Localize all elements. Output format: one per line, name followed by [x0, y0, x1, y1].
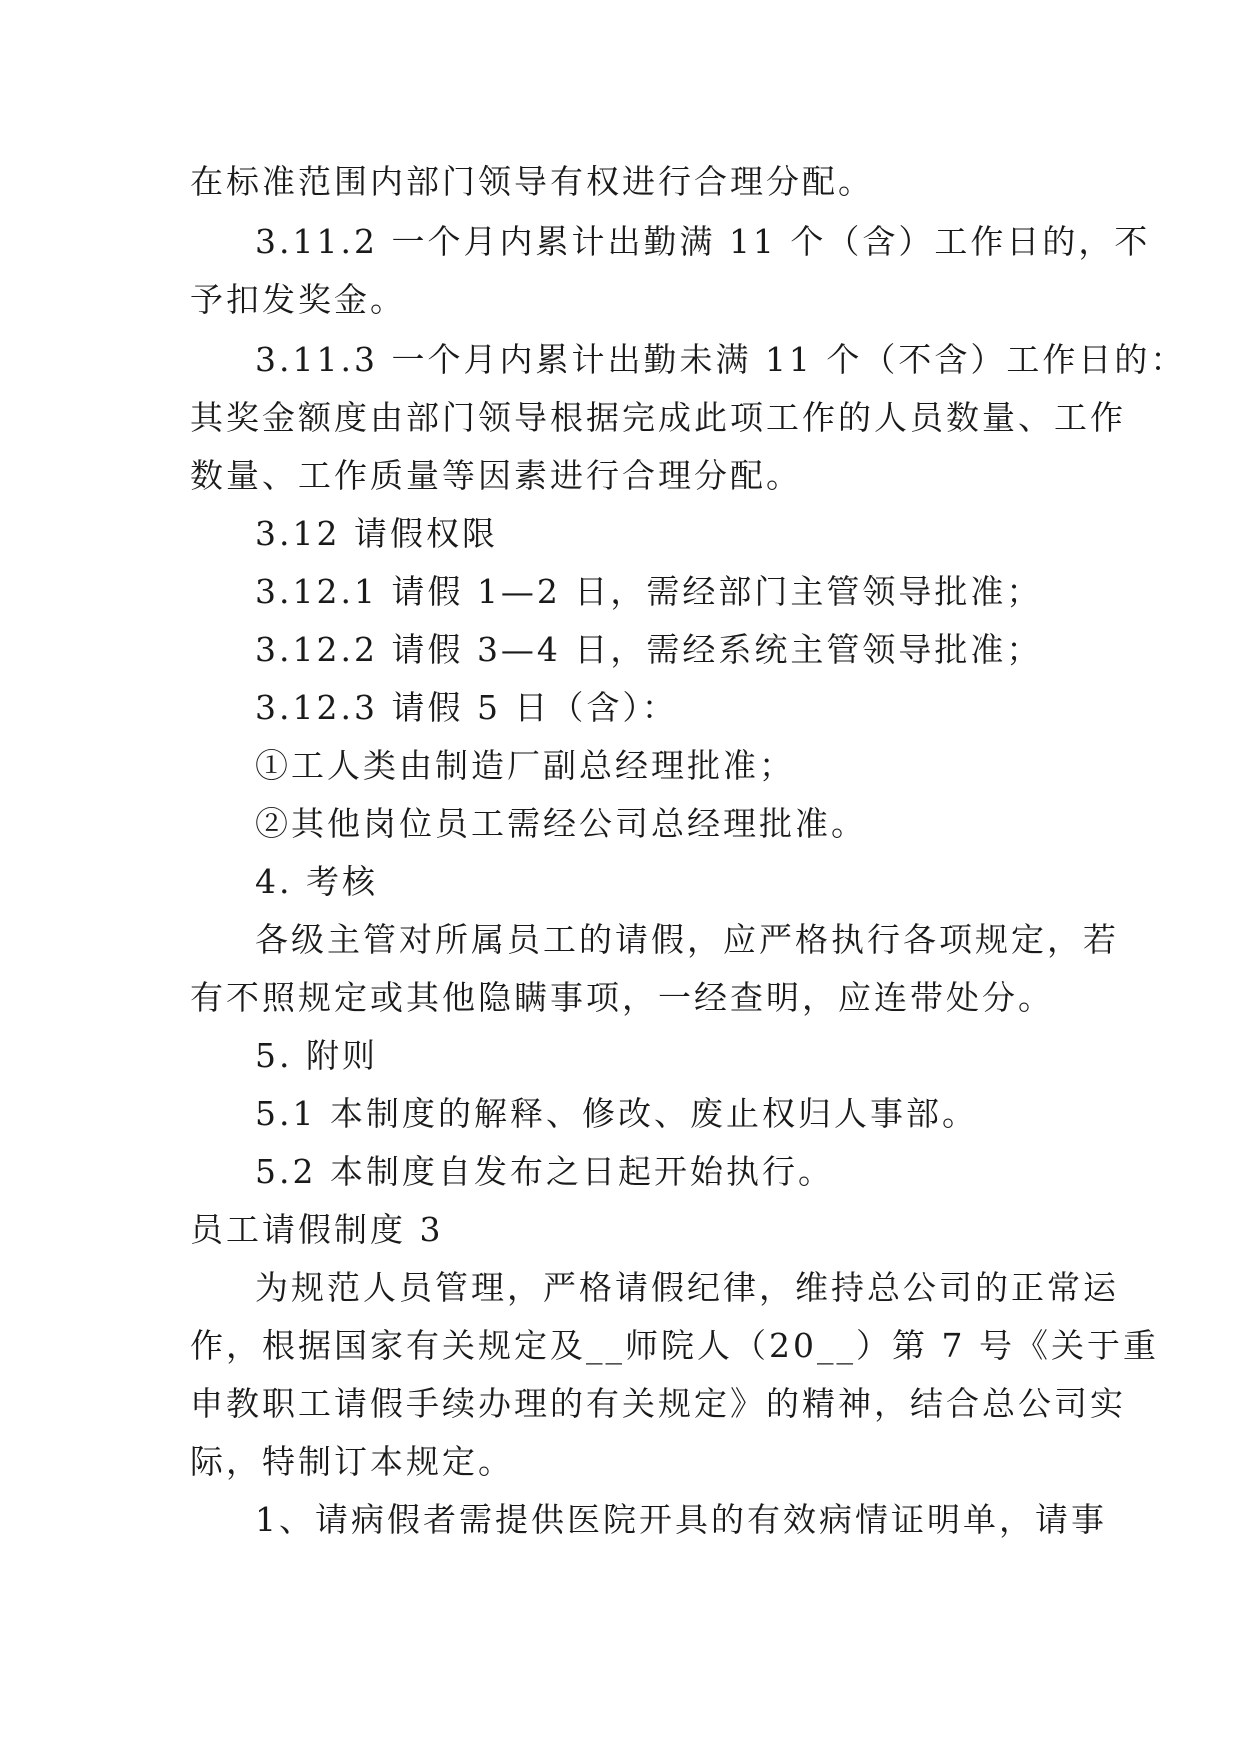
paragraph-line: 各级主管对所属员工的请假，应严格执行各项规定，若 [255, 920, 1119, 959]
paragraph-line: 1、请病假者需提供医院开具的有效病情证明单，请事 [255, 1500, 1107, 1539]
list-item: ②其他岗位员工需经公司总经理批准。 [255, 804, 867, 843]
paragraph-line: 3.12.2 请假 3—4 日，需经系统主管领导批准； [255, 630, 1043, 669]
paragraph-line: 3.11.3 一个月内累计出勤未满 11 个（不含）工作日的： [255, 340, 1187, 379]
paragraph-line: 申教职工请假手续办理的有关规定》的精神，结合总公司实 [190, 1384, 1126, 1423]
paragraph-line: 为规范人员管理，严格请假纪律，维持总公司的正常运 [255, 1268, 1119, 1307]
document-title: 员工请假制度 3 [190, 1210, 444, 1249]
paragraph-line: 作，根据国家有关规定及__师院人（20__）第 7 号《关于重 [190, 1326, 1159, 1365]
paragraph-line: 5.2 本制度自发布之日起开始执行。 [255, 1152, 834, 1191]
section-heading: 4. 考核 [255, 862, 378, 901]
paragraph-line: 予扣发奖金。 [190, 280, 406, 319]
paragraph-line: 3.12.1 请假 1—2 日，需经部门主管领导批准； [255, 572, 1043, 611]
section-heading: 5. 附则 [255, 1036, 378, 1075]
paragraph-line: 有不照规定或其他隐瞒事项，一经查明，应连带处分。 [190, 978, 1054, 1017]
paragraph-line: 其奖金额度由部门领导根据完成此项工作的人员数量、工作 [190, 398, 1126, 437]
list-item: ①工人类由制造厂副总经理批准； [255, 746, 795, 785]
paragraph-line: 数量、工作质量等因素进行合理分配。 [190, 456, 802, 495]
paragraph-line: 在标准范围内部门领导有权进行合理分配。 [190, 162, 874, 201]
paragraph-line: 际，特制订本规定。 [190, 1442, 514, 1481]
paragraph-line: 3.12.3 请假 5 日（含）： [255, 688, 678, 727]
section-heading: 3.12 请假权限 [255, 514, 498, 553]
paragraph-line: 5.1 本制度的解释、修改、废止权归人事部。 [255, 1094, 978, 1133]
paragraph-line: 3.11.2 一个月内累计出勤满 11 个（含）工作日的，不 [255, 222, 1151, 261]
